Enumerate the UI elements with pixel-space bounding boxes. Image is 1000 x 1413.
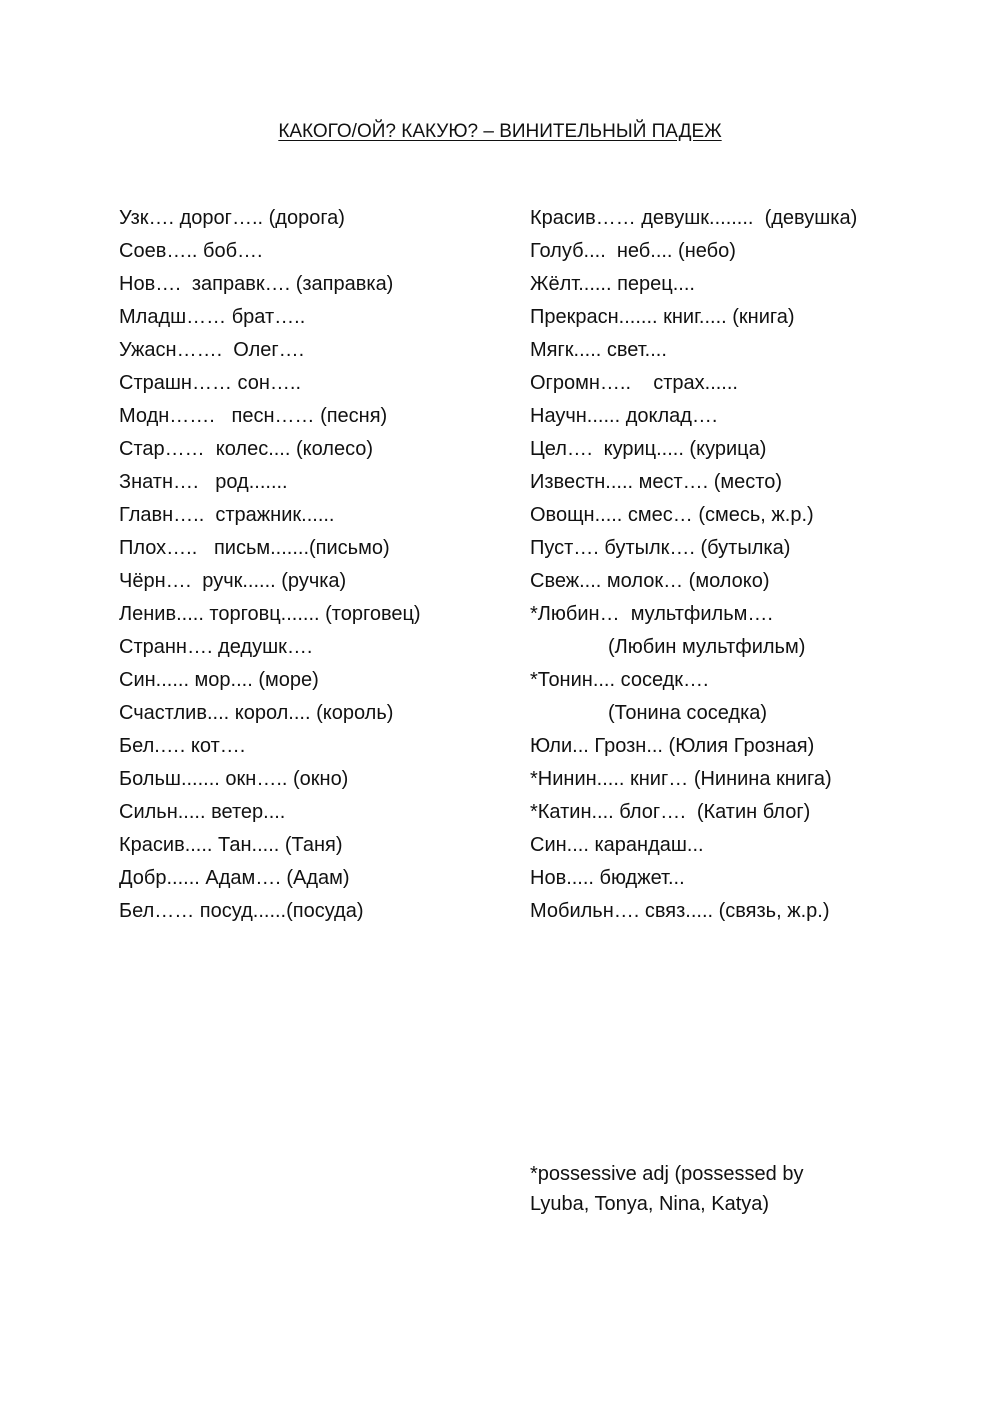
exercise-line: *Любин… мультфильм…. (530, 603, 773, 625)
exercise-line: Добр...... Адам…. (Адам) (119, 867, 350, 889)
exercise-line: Син...... мор.... (море) (119, 669, 319, 691)
exercise-line: *Нинин..... книг… (Нинина книга) (530, 768, 832, 790)
worksheet-title: КАКОГО/ОЙ? КАКУЮ? – ВИНИТЕЛЬНЫЙ ПАДЕЖ (278, 121, 722, 142)
exercise-line: Главн….. стражник...... (119, 504, 335, 526)
exercise-hint-line: (Тонина соседка) (608, 702, 768, 724)
exercise-line: Бел…… посуд......(посуда) (119, 900, 364, 922)
exercise-line: *Тонин.... соседк…. (530, 669, 709, 691)
exercise-line: Узк…. дорог….. (дорога) (119, 207, 345, 229)
exercise-line: Научн...... доклад…. (530, 405, 718, 427)
exercise-line: Мягк..... свет.... (530, 339, 667, 361)
exercise-line: Сильн..... ветер.... (119, 801, 286, 823)
exercise-line: Страшн…… сон….. (119, 372, 302, 394)
footnote-line: Lyuba, Tonya, Nina, Katya) (530, 1193, 770, 1215)
exercise-line: Ленив..... торговц....... (торговец) (119, 603, 421, 625)
exercise-line: Бел.…. кот…. (119, 735, 246, 757)
exercise-line: Син.... карандаш... (530, 834, 704, 856)
exercise-line: *Катин.... блог…. (Катин блог) (530, 801, 811, 823)
exercise-line: Плох….. письм.......(письмо) (119, 537, 390, 559)
exercise-line: Модн……. песн…… (песня) (119, 405, 388, 427)
exercise-line: Странн…. дедушк…. (119, 636, 313, 658)
exercise-line: Огромн….. страх...... (530, 372, 738, 394)
exercise-hint-line: (Любин мультфильм) (608, 636, 806, 658)
exercise-line: Младш…… брат….. (119, 306, 306, 328)
exercise-line: Овощн..... смес… (смесь, ж.р.) (530, 504, 814, 526)
exercise-line: Нов..... бюджет... (530, 867, 685, 889)
exercise-line: Стар…… колес.... (колесо) (119, 438, 374, 460)
exercise-line: Свеж.... молок… (молоко) (530, 570, 770, 592)
exercise-line: Голуб.... неб.... (небо) (530, 240, 736, 262)
exercise-line: Красив..... Тан..... (Таня) (119, 834, 343, 856)
exercise-line: Красив…… девушк........ (девушка) (530, 207, 858, 229)
right-exercise-column (530, 202, 950, 928)
footnote (530, 1159, 890, 1219)
footnote-line: *possessive adj (possessed by (530, 1163, 804, 1185)
exercise-line: Счастлив.... корол.... (король) (119, 702, 394, 724)
exercise-line: Цел…. куриц..... (курица) (530, 438, 767, 460)
exercise-line: Ужасн……. Олег…. (119, 339, 305, 361)
exercise-line: Прекрасн....... книг..... (книга) (530, 306, 795, 328)
exercise-line: Известн..... мест…. (место) (530, 471, 783, 493)
exercise-line: Больш....... окн….. (окно) (119, 768, 349, 790)
exercise-line: Юли... Грозн... (Юлия Грозная) (530, 735, 815, 757)
exercise-line: Чёрн…. ручк...... (ручка) (119, 570, 347, 592)
left-exercise-column (119, 202, 509, 928)
exercise-line: Знатн…. род....... (119, 471, 288, 493)
exercise-line: Жёлт...... перец.... (530, 273, 695, 295)
exercise-line: Соев….. боб…. (119, 240, 263, 262)
exercise-line: Нов…. заправк…. (заправка) (119, 273, 394, 295)
exercise-line: Пуст…. бутылк…. (бутылка) (530, 537, 791, 559)
exercise-line: Мобильн…. связ..... (связь, ж.р.) (530, 900, 830, 922)
